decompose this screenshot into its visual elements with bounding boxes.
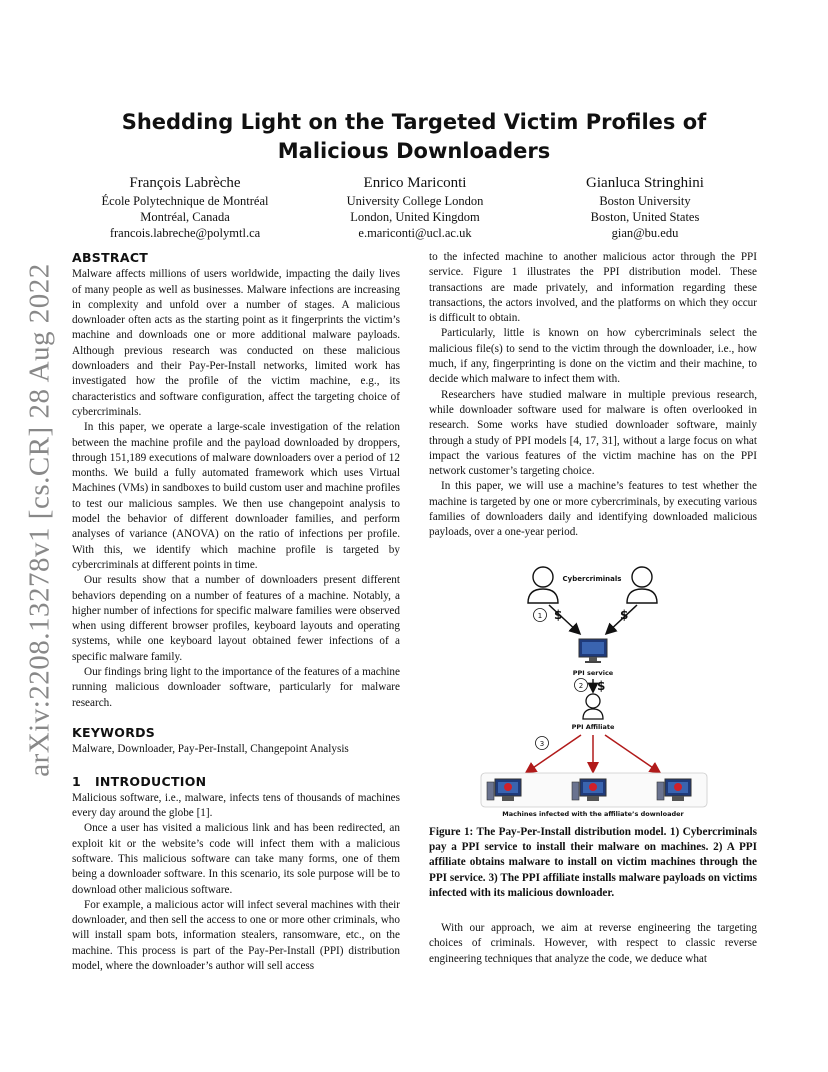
intro-paragraph: Malicious software, i.e., malware, infects tens of thousands of machines every day around the globe [1].	[72, 791, 400, 820]
infection-arrow	[605, 735, 659, 772]
author-block	[70, 174, 760, 241]
author-affiliation: University College London	[346, 194, 484, 208]
intro-paragraph: Once a user has visited a malicious link and has been redirected, an exploit kit or the website’s code will infect them with a malicious software. This malicious software can take many forms, one of them being a downloader software. In this scenario, its sole purpose will be to download other malicious software.	[72, 822, 400, 896]
machines-label: Machines infected with the affiliate’s downloader	[502, 809, 684, 818]
abstract-paragraph: Our results show that a number of downloaders present different behaviors depending on a number of features of a machine. Notably, a higher number of infections for specific malware families were observed when using different browser profiles, keyboard layouts and operating systems, while one keyboard layout obtained fewer infections of a specific malware family.	[72, 574, 400, 663]
left-column	[72, 250, 400, 974]
author-affiliation: École Polytechnique de Montréal	[101, 194, 269, 208]
figure-caption: Figure 1: The Pay-Per-Install distribution model. 1) Cybercriminals pay a PPI service to install their malware on machines. 2) A PPI affiliate obtains malware to install on victim machines through the PPI service. 3) The PPI affiliate installs malware payloads on victims infected with its malicious downloader.	[429, 825, 757, 899]
abstract-paragraph: Malware affects millions of users worldwide, impacting the daily lives of many people as well as businesses. Malware infections are increasing in complexity and unfold over a number of stages. A malicious downloader often acts as the starting point as it fingerprints the victim’s machine and downloads one or more additional malware payloads. Although previous research was conducted on these malicious downloaders and their Pay-Per-Install networks, limited work has investigated how the profile of the victim machine, e.g., its characteristics and software configuration, affect the targeting choice of cybercriminals.	[72, 268, 400, 418]
step-3-number: 3	[539, 739, 545, 748]
body-paragraph: In this paper, we will use a machine’s features to test whether the machine is targeted by one or more cybercriminals, by executing various families of downloaders daily and identifying downloaded malicious payloads, over a one-year period.	[429, 480, 757, 539]
ppi-service-label: PPI service	[572, 668, 614, 677]
body-paragraph: to the infected machine to another malicious actor through the PPI service. Figure 1 illustrates the PPI distribution model. These transactions are made privately, and information regarding these transactions, the actors involved, and the platforms on which they occur is difficult to obtain.	[429, 251, 757, 325]
author-name: Gianluca Stringhini	[586, 175, 704, 191]
abstract-paragraph: Our findings bring light to the importance of the features of a machine running malicious downloader software, particularly for malware research.	[72, 666, 400, 709]
abstract-paragraph: In this paper, we operate a large-scale investigation of the relation between the machine profile and the payload downloaded by droppers, through 151,189 executions of malware downloaders over a period of 12 months. We build a fully automated framework which uses Virtual Machines (VMs) in sandboxes to build custom user and machine profiles to test our malicious samples. We then use changepoint analysis to model the behavior of different downloader families, and perform analyses of variance (ANOVA) on the ratio of infections per profile. With this, we identify which machine profile is targeted by cybercriminals at different points in time.	[72, 421, 400, 571]
abstract-heading: ABSTRACT	[72, 250, 149, 265]
body-paragraph: Researchers have studied malware in multiple previous research, while downloader software used for malware is often overlooked in research. Some works have studied downloader software, mainly through a study of PPI models [4, 17, 31], without a large focus on what impact the various features of the victim machine has on the PPI network customer’s targeting choice.	[429, 388, 757, 478]
dollar-icon: $	[597, 678, 606, 693]
author-location: Boston, United States	[590, 210, 700, 224]
figure-ppi-model	[429, 557, 757, 819]
cybercriminal-person-icon	[627, 567, 657, 603]
arxiv-side-identifier	[20, 263, 60, 777]
keywords-text: Malware, Downloader, Pay-Per-Install, Changepoint Analysis	[72, 743, 349, 756]
cybercriminal-person-icon	[528, 567, 558, 603]
infection-arrow	[527, 735, 581, 772]
author-2	[300, 174, 530, 241]
author-affiliation: Boston University	[599, 194, 691, 208]
body-paragraph: Particularly, little is known on how cybercriminals select the malicious file(s) to send to the victim through the downloader, i.e., how much, if any, fingerprinting is done on the victim and their machine, to decide which malware to infect them with.	[429, 327, 757, 386]
arxiv-id-text: arXiv:2208.13278v1 [cs.CR] 28 Aug 2022	[23, 263, 56, 777]
cybercriminals-label: Cybercriminals	[562, 574, 622, 583]
author-name: Enrico Mariconti	[363, 175, 467, 191]
ppi-service-server-icon	[579, 639, 607, 663]
paper-title: Shedding Light on the Targeted Victim Profiles of Malicious Downloaders	[121, 110, 707, 163]
step-2-number: 2	[578, 681, 584, 690]
author-1	[70, 174, 300, 241]
ppi-affiliate-label: PPI Affiliate	[571, 722, 615, 731]
author-name: François Labrèche	[129, 175, 241, 191]
intro-paragraph: For example, a malicious actor will infect several machines with their downloader, and then sell the access to one or more other criminals, who will install spam bots, information stealers, ransomware, etc., on the machine. This process is part of the Pay-Per-Install (PPI) distribution model, where the downloader’s author will sell access	[72, 898, 400, 973]
dollar-icon: $	[554, 607, 563, 622]
ppi-affiliate-person-icon	[583, 694, 603, 719]
author-location: London, United Kingdom	[350, 210, 480, 224]
keywords-heading: KEYWORDS	[72, 724, 156, 740]
ppi-diagram	[429, 557, 757, 819]
author-email: e.mariconti@ucl.ac.uk	[358, 226, 472, 240]
author-3	[530, 174, 760, 241]
right-column	[429, 250, 757, 967]
author-location: Montréal, Canada	[140, 210, 230, 224]
author-email: francois.labreche@polymtl.ca	[109, 226, 261, 240]
step-1-number: 1	[537, 611, 543, 620]
dollar-icon: $	[620, 607, 629, 622]
author-email: gian@bu.edu	[611, 226, 679, 240]
introduction-heading: 1 INTRODUCTION	[72, 773, 207, 789]
body-paragraph: With our approach, we aim at reverse engineering the targeting choices of criminals. However, with respect to classic reverse engineering techniques that analyze the code, we deduce what	[429, 922, 757, 965]
